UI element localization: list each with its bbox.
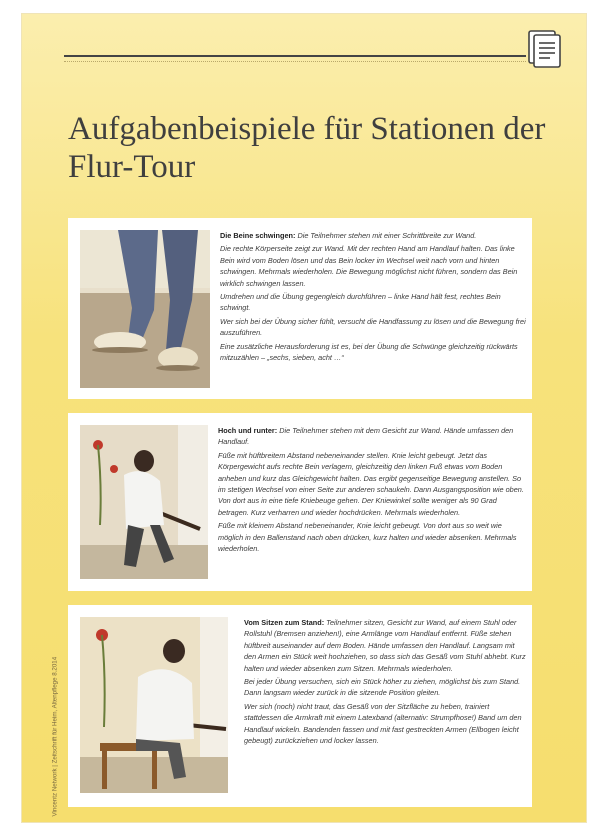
section-text [244,617,526,748]
credit-text: Vincentz Network | Zeitschrift für Heim, Altenpflege 8.2014 [51,656,59,817]
section-intro: Die Teilnehmer stehen mit einer Schrittbreite zur Wand. [297,231,477,240]
section-paragraph: Füße mit kleinem Abstand nebeneinander, Knie leicht gebeugt. Von dort aus so weit wie möglich in den Ballenstand nach oben drücken, kurz halten und wieder absenken. Mehrmals wiederholen. [218,521,517,554]
document-icon [528,30,562,68]
photo-woman-sit-to-stand [80,617,228,793]
header-rule [64,55,526,57]
section-heading: Vom Sitzen zum Stand: [244,618,325,627]
section-heading: Hoch und runter: [218,426,278,435]
header-dotted-rule [64,61,526,62]
section-paragraph: Wer sich bei der Übung sicher fühlt, versucht die Handfassung zu lösen und die Bewegung frei auszuführen. [220,316,526,338]
page-title: Aufgabenbeispiele für Stationen der Flur-Tour [68,111,546,185]
photo-legs-swinging [80,230,210,388]
section-card-sit-to-stand [68,605,532,807]
section-paragraph: Bei jeder Übung versuchen, sich ein Stück höher zu ziehen, möglichst bis zum Stand. Dann langsam wieder zurück in die sitzende Position gleiten. [244,677,521,698]
section-paragraph: Die rechte Körperseite zeigt zur Wand. Mit der rechten Hand am Handlauf halten. Das linke Bein wird vom Boden lösen und das Bein locker im Wechsel weit nach vorn und hinten schwingen. Mehrmals wiederholen. Die Bewegung möglichst nicht führen, sondern das Bein wirklich schwingen lassen. [220,244,518,288]
section-intro: Teilnehmer sitzen, Gesicht zur Wand, auf einem Stuhl oder Rollstuhl (Bremsen anziehen!), eine Armlänge vom Handlauf entfernt. Füße stehen hüftbreit auseinander auf dem Boden. Hände umfassen den Handlauf. Langsam mit den Armen ein Stück weit hochziehen, so dass sich das Gesäß vom Stuhl abhebt. Kurz halten und wieder absenken zum Sitzen. Mehrmals wiederholen. [244,618,526,673]
vertical-credit [48,600,62,820]
section-card-up-down [68,413,532,591]
section-heading: Die Beine schwingen: [220,231,296,240]
section-paragraph: Eine zusätzliche Herausforderung ist es, bei der Übung die Schwünge gleichzeitig rückwärts mitzuzählen – „sechs, sieben, acht …“ [220,341,518,363]
section-paragraph: Wer sich (noch) nicht traut, das Gesäß von der Sitzfläche zu heben, trainiert stattdessen die Armkraft mit einem Latexband (alternativ: Strumpfhose!) Band um den Handlauf wickeln. Bandenden fassen und mit fast gestreckten Armen (Ellbogen leicht gebeugt) zurückziehen und locker lassen. [244,701,522,746]
section-text [220,230,526,365]
photo-woman-at-handrail [80,425,208,579]
section-card-swing [68,218,532,399]
section-paragraph: Füße mit hüftbreitem Abstand nebeneinander stellen. Knie leicht gebeugt. Jetzt das Körpergewicht aufs rechte Bein verlagern, gleichzeitig den linken Fuß etwas vom Boden anheben und kurz das Gleichgewicht halten. Das ergibt gegenseitige Bewegung anstellen. So im stetigen Wechsel von einer Seite zur anderen schaukeln. Dann Ausgangsposition wie oben. Von dort aus in eine tiefe Kniebeuge gehen. Der Kniewinkel sollte weniger als 90 Grad betragen. Kurz verharren und wieder hochdrücken. Mehrmals wiederholen. [218,450,524,517]
section-text [218,425,526,556]
section-paragraph: Umdrehen und die Übung gegengleich durchführen – linke Hand hält fest, rechtes Bein schwingt. [220,292,501,313]
section-intro: Die Teilnehmer stehen mit dem Gesicht zur Wand. Hände umfassen den Handlauf. [218,426,514,447]
